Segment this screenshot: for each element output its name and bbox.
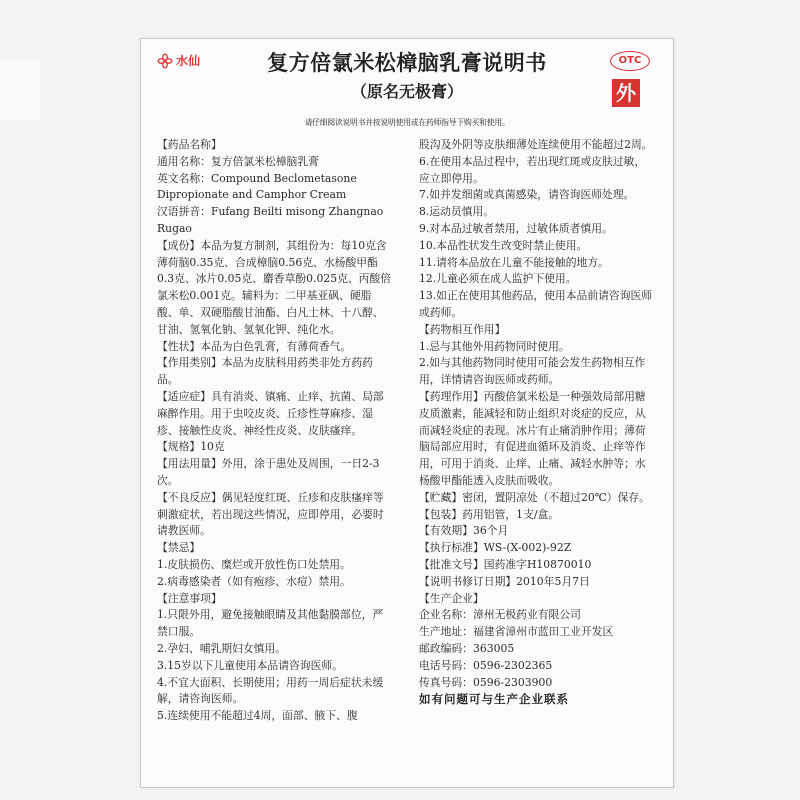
section-text: 10克 xyxy=(200,440,225,454)
section-line: 1.只限外用，避免接触眼睛及其他黏膜部位，严禁口服。 xyxy=(157,608,384,639)
section xyxy=(419,490,655,507)
right-column xyxy=(419,137,655,708)
section-paragraph xyxy=(157,355,393,389)
section xyxy=(419,137,655,322)
section-heading: 【药物相互作用】 xyxy=(419,322,506,336)
section-heading: 【贮藏】 xyxy=(419,490,463,504)
section xyxy=(157,456,393,490)
section-paragraph xyxy=(419,389,655,490)
section xyxy=(157,339,393,356)
section-heading: 【包装】 xyxy=(419,507,463,521)
section-text: 药用铝管，1支/盒。 xyxy=(462,507,560,521)
section-heading: 【药理作用】 xyxy=(419,389,484,403)
section-text: 2010年5月7日 xyxy=(516,574,590,588)
section-paragraph xyxy=(419,507,655,524)
section-paragraph xyxy=(157,490,393,540)
section-text: 偶见轻度红斑、丘疹和皮肤瘙痒等刺激症状，若出现这些情况，应即停用，必要时请教医师。 xyxy=(157,490,384,538)
section-paragraph xyxy=(157,389,393,439)
section-heading: 【有效期】 xyxy=(419,524,473,538)
section-line: 电话号码：0596-2302365 xyxy=(419,658,553,672)
section-heading: 【用法用量】 xyxy=(157,457,222,471)
section-line: 企业名称：漳州无极药业有限公司 xyxy=(419,608,581,622)
external-use-badge: 外 xyxy=(612,79,640,107)
section-paragraph xyxy=(419,540,655,557)
section xyxy=(419,591,655,692)
section-heading: 【批准文号】 xyxy=(419,557,484,571)
section-heading: 【成份】 xyxy=(157,238,201,252)
section-heading: 【禁忌】 xyxy=(157,541,201,555)
section-line: 1.皮肤损伤、糜烂或开放性伤口处禁用。 xyxy=(157,557,351,571)
section-text: 密闭，置阴凉处（不超过20℃）保存。 xyxy=(462,490,650,504)
section-heading: 【性状】 xyxy=(157,339,201,353)
section-text: 国药准字H10870010 xyxy=(483,557,592,571)
section-paragraph xyxy=(157,238,393,339)
section-heading: 【不良反应】 xyxy=(157,490,222,504)
section xyxy=(157,389,393,439)
brand-name: 水仙 xyxy=(176,54,201,68)
section-line: 5.连续使用不能超过4周，面部、腋下、腹 xyxy=(157,709,358,723)
section xyxy=(157,591,393,725)
section-line: 汉语拼音：Fufang Beilti misong Zhangnao Rugao xyxy=(157,205,384,235)
section xyxy=(419,389,655,490)
section-text: 本品为皮肤科用药类非处方药药品。 xyxy=(157,356,373,387)
section-line: 6.在使用本品过程中，若出现红斑或皮肤过敏，应立即停用。 xyxy=(419,154,646,185)
section-paragraph xyxy=(419,574,655,591)
section-line: 生产地址：福建省漳州市蓝田工业开发区 xyxy=(419,625,614,639)
section-paragraph xyxy=(157,339,393,356)
section-line: 7.如并发细菌或真菌感染，请咨询医师处理。 xyxy=(419,188,635,202)
section-paragraph xyxy=(419,490,655,507)
section xyxy=(157,439,393,456)
section-paragraph xyxy=(157,439,393,456)
section-paragraph xyxy=(419,557,655,574)
section-paragraph xyxy=(157,456,393,490)
section-heading: 【药品名称】 xyxy=(157,138,222,151)
section xyxy=(157,355,393,389)
section-heading: 【作用类别】 xyxy=(157,356,222,370)
section-line: 12.儿童必须在成人监护下使用。 xyxy=(419,272,577,286)
section xyxy=(419,540,655,557)
usage-notice: 请仔细阅读说明书并按说明使用或在药师指导下购买和使用。 xyxy=(304,118,510,127)
section-line: 4.不宜大面积、长期使用；用药一周后症状未缓解，请咨询医师。 xyxy=(157,675,384,706)
section-line: 3.15岁以下儿童使用本品请咨询医师。 xyxy=(157,658,343,672)
document-title: 复方倍氯米松樟脑乳膏说明书 xyxy=(267,51,547,75)
section-text: 本品为白色乳膏，有薄荷香气。 xyxy=(200,339,352,353)
section xyxy=(157,137,393,238)
section-text: WS-(X-002)-92Z xyxy=(483,541,572,555)
section-heading: 【执行标准】 xyxy=(419,541,484,555)
document-subtitle: （原名无极膏） xyxy=(350,82,463,101)
section-heading: 【注意事项】 xyxy=(157,591,222,605)
section xyxy=(419,507,655,524)
section-text: 外用，涂于患处及周围，一日2-3次。 xyxy=(157,457,380,487)
section-line: 通用名称：复方倍氯米松樟脑乳膏 xyxy=(157,154,319,168)
section-line: 2.病毒感染者（如有疱疹、水痘）禁用。 xyxy=(157,574,351,588)
section-text: 本品为复方制剂，其组份为：每10克含薄荷脑0.35克、合成樟脑0.56克、水杨酸甲酯0.3克、冰片0.05克、麝香草酚0.025克、丙酸倍氯米松0.001克。辅料为：二甲基亚砜、硬脂酸、单、双硬脂酸甘油酯、白凡士林、十八醇、甘油、氢氧化钠、氢氧化钾、纯化水。 xyxy=(157,238,392,336)
section-line: 2.如与其他药物同时使用可能会发生药物相互作用，详情请咨询医师或药师。 xyxy=(419,356,646,387)
section-line: 8.运动员慎用。 xyxy=(419,205,495,219)
section-line: 9.对本品过敏者禁用，过敏体质者慎用。 xyxy=(419,221,613,235)
section xyxy=(419,322,655,389)
section-line: 11.请将本品放在儿童不能接触的地方。 xyxy=(419,255,609,269)
leaflet-paper xyxy=(140,38,674,788)
otc-badge: OTC xyxy=(610,51,650,71)
section-text: 具有消炎、镇痛、止痒、抗菌、局部麻醉作用。用于虫咬皮炎、丘疹性荨麻疹、湿疹、接触性皮炎、神经性皮炎、皮肤瘙痒。 xyxy=(157,389,384,437)
left-column xyxy=(157,137,393,725)
section xyxy=(157,490,393,540)
section-paragraph xyxy=(419,523,655,540)
section-line: 1.忌与其他外用药物同时使用。 xyxy=(419,339,570,353)
section-line: 2.孕妇、哺乳期妇女慎用。 xyxy=(157,641,287,655)
section xyxy=(157,540,393,590)
section xyxy=(419,523,655,540)
section-line: 邮政编码：363005 xyxy=(419,641,515,655)
contact-footer-note: 如有问题可与生产企业联系 xyxy=(419,692,569,707)
section xyxy=(419,574,655,591)
section-line: 传真号码：0596-2303900 xyxy=(419,675,553,689)
section xyxy=(157,238,393,339)
section-heading: 【适应症】 xyxy=(157,389,211,403)
section-line: 英文名称：Compound Beclometasone Dipropionate and Camphor Cream xyxy=(157,171,357,202)
section-heading: 【生产企业】 xyxy=(419,591,484,605)
background-panel xyxy=(0,60,40,120)
section xyxy=(419,557,655,574)
section-heading: 【说明书修订日期】 xyxy=(419,574,517,588)
section-line: 股沟及外阴等皮肤细薄处连续使用不能超过2周。 xyxy=(419,138,653,151)
section-text: 36个月 xyxy=(472,524,509,538)
section-text: 丙酸倍氯米松是一种强效局部用糖皮质激素，能减轻和防止组织对炎症的反应，从而减轻炎症的表现。冰片有止痛消肿作用；薄荷脑局部应用时，有促进血循环及消炎、止痒等作用，可用于消炎、止痒、止痛、减轻水肿等；水杨酸甲酯能透入皮肤而吸收。 xyxy=(419,389,646,487)
section-line: 13.如正在使用其他药品，使用本品前请咨询医师或药师。 xyxy=(419,289,653,319)
section-line: 10.本品性状发生改变时禁止使用。 xyxy=(419,238,588,252)
section-heading: 【规格】 xyxy=(157,440,201,454)
